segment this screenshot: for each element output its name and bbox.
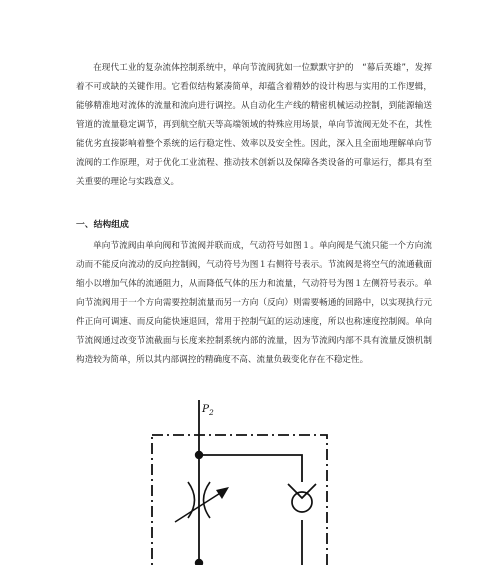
intro-text: 在现代工业的复杂流体控制系统中，单向节流阀犹如一位默默守护的 “幕后英雄”，发挥着不可或缺的关键作用。它看似结构紧凑简单，却蕴含着精妙的设计构思与实用的工作逻辑，能够精准地对流体的流量和流向进行调控。从自动化生产线的精密机械运动控制，到能源输送管道的流量稳定调节，再到航空航天等高端领域的特殊应用场景，单向节流阀无处不在，其性能优劣直接影响着整个系统的运行稳定性、效率以及安全性。因此，深入且全面地理解单向节流阀的工作原理，对于优化工业流程、推动技术创新以及保障各类设备的可靠运行，都具有至关重要的理论与实践意义。 <box>76 63 432 187</box>
bypass-line-top <box>199 455 302 482</box>
arrow-head-icon <box>216 487 229 499</box>
adjustable-arrow-icon <box>175 490 225 522</box>
port-label-subscript: 2 <box>209 408 214 417</box>
port-label: P <box>202 403 210 415</box>
structure-text: 单向节流阀由单向阀和节流阀并联而成，气动符号如图１。单向阀是气流只能一个方向流动而不能反向流动的反向控制阀，气动符号为图１右侧符号表示。节流阀是将空气的流通截面缩小以增加气体的流通阻力，从而降低气体的压力和流量，气动符号为图１左侧符号表示。单向节流阀用于一个方向需要控制流量而另一方向（反向）则需要畅通的回路中，以实现执行元件正向可调速、而反向能快速退回，常用于控制气缸的运动速度，所以也称速度控制阀。单向节流阀通过改变节流截面与长度来控制系统内部的流量，因为节流阀内部不具有流量反馈机制构造较为简单，所以其内部调控的精确度不高、流量负载变化存在不稳定性。 <box>76 241 432 365</box>
junction-dot <box>195 559 203 565</box>
check-valve-ball-icon <box>292 492 312 512</box>
junction-dot <box>195 451 203 459</box>
section-heading: 一、结构组成 <box>76 220 129 230</box>
